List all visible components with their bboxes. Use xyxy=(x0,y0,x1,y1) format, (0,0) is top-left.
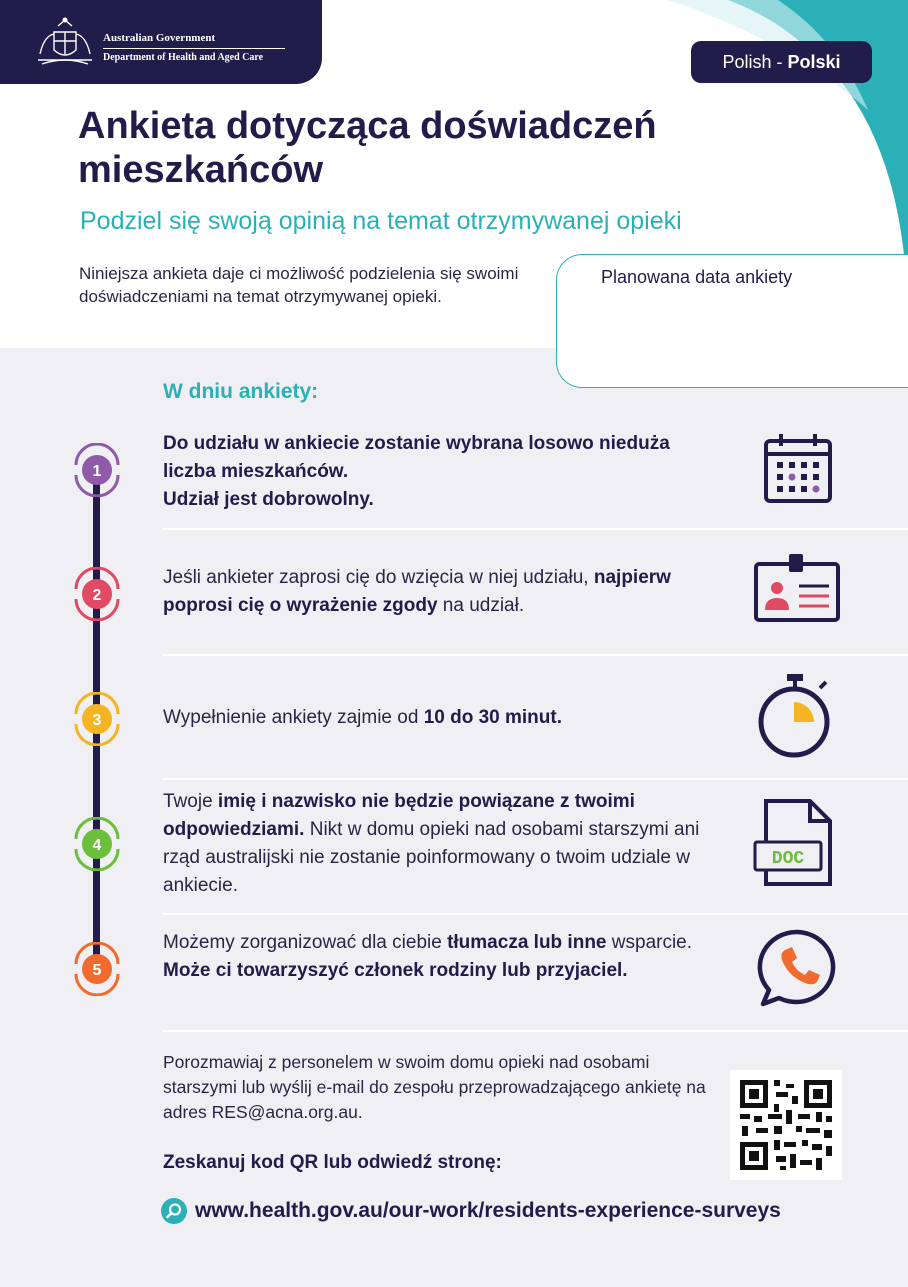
page-subtitle: Podziel się swoją opinią na temat otrzymywanej opieki xyxy=(80,207,682,235)
step-2-text-a: Jeśli ankieter zaprosi cię do wzięcia w niej udziału, xyxy=(163,567,594,588)
step-5-text-b: wsparcie. xyxy=(606,932,693,953)
stopwatch-icon xyxy=(754,672,836,760)
planned-date-label: Planowana data ankiety xyxy=(601,267,793,287)
id-card-icon xyxy=(753,552,841,624)
step-5-text-a: Możemy zorganizować dla ciebie xyxy=(163,932,448,953)
header-divider xyxy=(103,48,285,49)
planned-date-box xyxy=(556,254,908,388)
step-5-badge xyxy=(70,942,124,996)
doc-file-icon xyxy=(752,798,834,888)
step-5-bold-a: tłumacza lub inne xyxy=(447,932,607,953)
step-4-text xyxy=(163,788,723,900)
step-1-bold-a: Do udziału w ankiecie zostanie wybrana losowo nieduża liczba mieszkańców. xyxy=(163,433,670,482)
step-2-text xyxy=(163,564,723,620)
divider-2 xyxy=(163,654,908,656)
step-3-number: 3 xyxy=(92,712,102,729)
divider-1 xyxy=(163,528,908,530)
divider-4 xyxy=(163,913,908,915)
language-prefix: Polish - xyxy=(722,51,788,72)
step-2-number: 2 xyxy=(92,587,102,604)
scan-label: Zeskanuj kod QR lub odwiedź stronę: xyxy=(163,1152,502,1173)
phone-chat-icon xyxy=(757,928,839,1008)
qr-code[interactable] xyxy=(730,1070,842,1180)
step-5-bold-b: Może ci towarzyszyć członek rodziny lub przyjaciel. xyxy=(163,960,628,981)
step-5-number: 5 xyxy=(92,962,102,979)
step-1-badge xyxy=(70,443,124,497)
svg-text:DOC: DOC xyxy=(771,849,805,869)
divider-5 xyxy=(163,1030,908,1032)
gov-name: Australian Government xyxy=(103,32,216,44)
intro-text: Niniejsza ankieta daje ci możliwość podzielenia się swoimi doświadczeniami na temat otrzymywanej opieki. xyxy=(79,264,519,306)
step-4-badge xyxy=(70,817,124,871)
step-1-number: 1 xyxy=(92,463,102,480)
step-1-bold-b: Udział jest dobrowolny. xyxy=(163,489,374,510)
step-3-text-a: Wypełnienie ankiety zajmie od xyxy=(163,707,424,728)
url-row[interactable] xyxy=(161,1198,781,1224)
search-icon xyxy=(161,1198,187,1224)
step-2-bold-a: najpierw poprosi cię o wyrażenie zgody xyxy=(163,567,671,616)
step-4-number: 4 xyxy=(92,837,102,854)
divider-3 xyxy=(163,778,908,780)
step-2-text-b: na udział. xyxy=(437,595,525,616)
step-5-text xyxy=(163,929,723,985)
department-name: Department of Health and Aged Care xyxy=(103,52,264,63)
step-3-badge xyxy=(70,692,124,746)
step-1-text xyxy=(163,430,723,514)
language-badge xyxy=(691,41,872,83)
government-header xyxy=(0,0,322,84)
survey-url-link[interactable]: www.health.gov.au/our-work/residents-experience-surveys xyxy=(195,1199,781,1222)
contact-text: Porozmawiaj z personelem w swoim domu opieki nad osobami starszymi lub wyślij e-mail do zespołu przeprowadzającego ankietę na adres RES@acna.org.au. xyxy=(163,1052,706,1122)
step-3-text xyxy=(163,704,723,732)
step-4-text-a: Twoje xyxy=(163,791,218,812)
page-title: Ankieta dotycząca doświadczeń mieszkańców xyxy=(78,105,657,191)
step-4-bold-a: imię i nazwisko nie będzie powiązane z twoimi odpowiedziami. xyxy=(163,791,635,840)
step-2-badge xyxy=(70,567,124,621)
calendar-icon xyxy=(763,432,833,504)
step-3-bold-a: 10 do 30 minut. xyxy=(423,707,562,728)
language-native: Polski xyxy=(787,51,841,72)
on-day-heading: W dniu ankiety: xyxy=(163,380,319,403)
coat-of-arms-icon xyxy=(32,14,98,70)
step-4-text-b: Nikt w domu opieki nad osobami starszymi ani rząd australijski nie zostanie poinformowany o twoim udziale w ankiecie. xyxy=(163,819,700,896)
